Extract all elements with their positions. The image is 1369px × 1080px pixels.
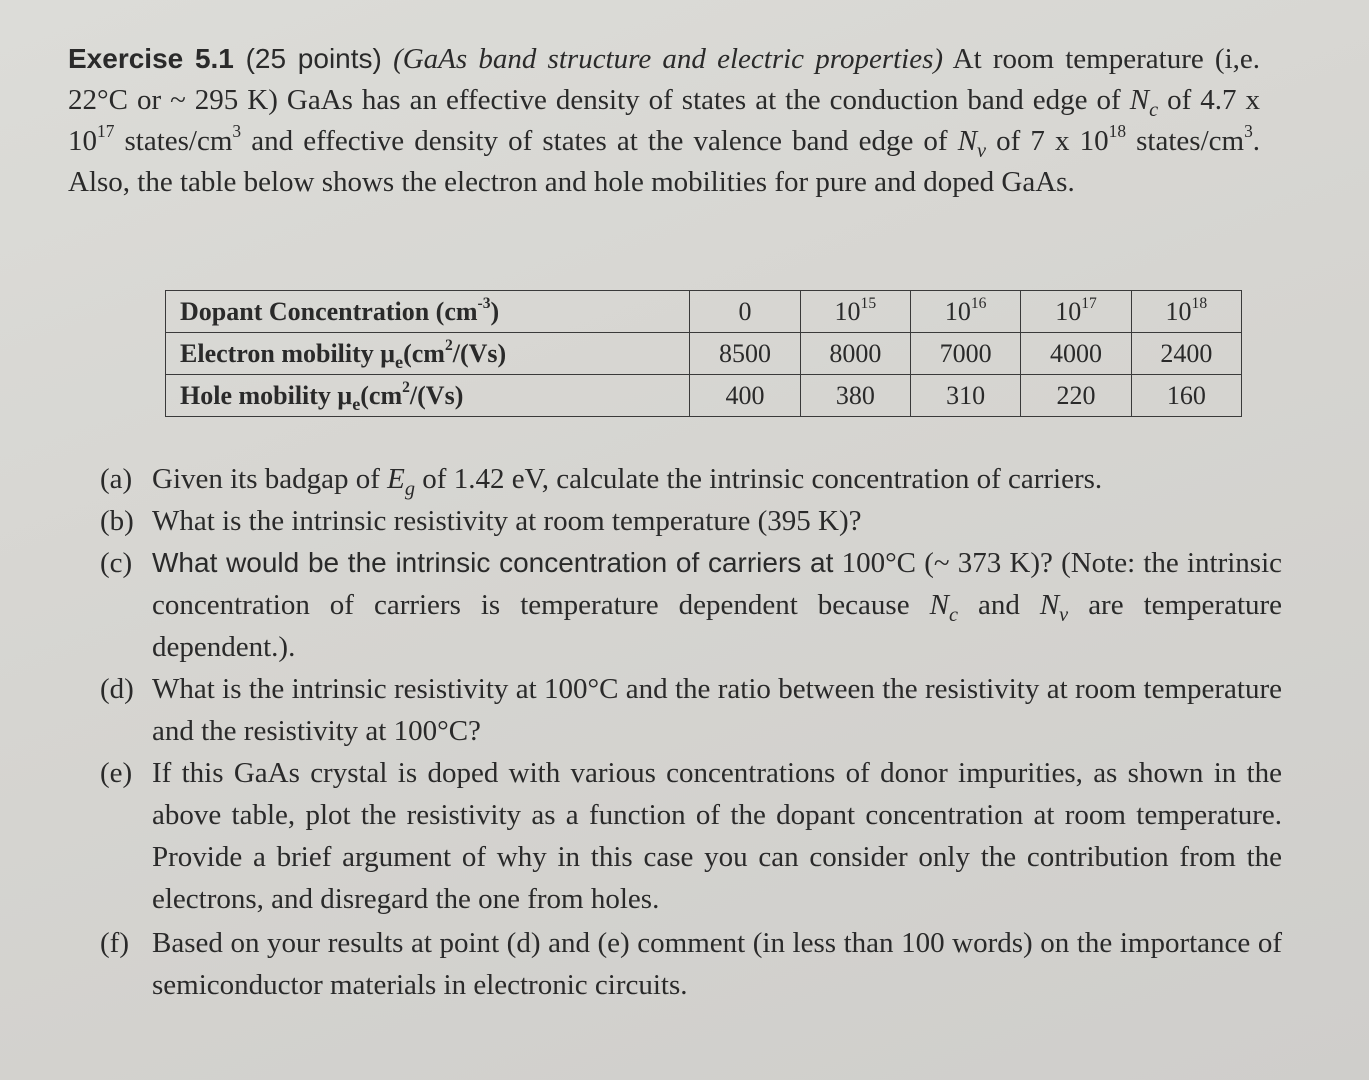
electron-mobility-cell: 4000 [1021, 333, 1131, 375]
table-row-electron [166, 333, 1242, 375]
intro-text-6: states/cm [1136, 125, 1245, 157]
electron-mobility-cell: 7000 [911, 333, 1021, 375]
nv-exponent: 18 [1108, 120, 1127, 141]
intro-text-1: At room temperature (i,e. 22°C or ~ 295 K) GaAs has an effective density of states at the conduction band edge of [68, 43, 1261, 116]
concentration-cell: $10^{15}$ [800, 291, 910, 333]
question-text: What is the intrinsic resistivity at room temperature (395 K)? [152, 505, 862, 537]
concentration-cell: $10^{18}$ [1131, 291, 1241, 333]
concentration-header: Dopant Concentration $(cm^{-3})$ [166, 291, 690, 333]
question-text: What is the intrinsic resistivity at 100°C and the ratio between the resistivity at room temperature and the resistivity at 100°C? [152, 673, 1282, 747]
electron-mobility-cell: 8500 [690, 333, 800, 375]
exercise-label: Exercise 5.1 [68, 43, 234, 74]
question-b [100, 500, 1282, 542]
electron-mobility-cell: 8000 [800, 333, 910, 375]
question-e [100, 752, 1282, 920]
hole-mobility-header: Hole mobility $\mu_e(cm^2/(Vs)$ [166, 375, 690, 417]
concentration-cell: $10^{17}$ [1021, 291, 1131, 333]
hole-mobility-cell: 310 [911, 375, 1021, 417]
question-a [100, 458, 1282, 500]
question-list [100, 458, 1282, 1006]
electron-mobility-header: Electron mobility $\mu_e(cm^2/(Vs)$ [166, 333, 690, 375]
hole-mobility-cell: 160 [1131, 375, 1241, 417]
question-text: What would be the intrinsic concentration of carriers at 100°C (~ 373 K)? (Note: the intrinsic concentration of carriers is temperature dependent because $N_c$ and $N_v$ are temperature dependent.). [152, 547, 1283, 663]
question-label: (e) [100, 757, 133, 789]
intro-text-5: of 7 x 10 [996, 125, 1109, 157]
cm-exponent-2: 3 [1244, 120, 1253, 141]
exercise-topic: (GaAs band structure and electric properties) [393, 43, 944, 75]
intro-text-7: . Also, the table below shows the electron and hole mobilities for pure and doped GaAs. [68, 125, 1261, 198]
question-text: If this GaAs crystal is doped with various concentrations of donor impurities, as shown in the above table, plot the resistivity as a function of the dopant concentration at room temperature. Provide a brief argument of why in this case you can consider only the contribution from the electrons, and disregard the one from holes. [152, 757, 1282, 915]
exercise-points: (25 points) [245, 43, 382, 74]
nc-exponent: 17 [97, 120, 115, 141]
hole-mobility-cell: 220 [1021, 375, 1131, 417]
question-label: (b) [100, 505, 134, 537]
question-label: (f) [100, 927, 129, 959]
question-d [100, 668, 1282, 752]
question-text: Based on your results at point (d) and (e) comment (in less than 100 words) on the importance of semiconductor materials in electronic circuits. [152, 927, 1282, 1001]
concentration-cell: $10^{16}$ [911, 291, 1021, 333]
mobility-table [165, 290, 1242, 417]
table-row-concentration [166, 291, 1242, 333]
hole-mobility-cell: 400 [690, 375, 800, 417]
question-f [100, 922, 1282, 1006]
question-label: (d) [100, 673, 134, 705]
concentration-cell: 0 [690, 291, 800, 333]
nc-symbol: $N_c$ [1129, 84, 1159, 121]
hole-mobility-cell: 380 [800, 375, 910, 417]
question-c [100, 542, 1282, 668]
exercise-intro [68, 38, 1260, 203]
question-label: (c) [100, 547, 133, 579]
question-label: (a) [100, 463, 133, 495]
cm-exponent-1: 3 [232, 120, 242, 141]
table-row-hole [166, 375, 1242, 417]
electron-mobility-cell: 2400 [1131, 333, 1241, 375]
intro-text-3: states/cm [124, 125, 233, 157]
intro-text-4: and effective density of states at the valence band edge of [251, 125, 948, 157]
exercise-heading [68, 43, 382, 74]
nv-symbol: $N_v$ [957, 125, 987, 162]
question-text: Given its badgap of $E_g$ of 1.42 eV, calculate the intrinsic concentration of carriers. [152, 463, 1103, 500]
intro-text-2: of 4.7 x 10 [68, 84, 1261, 157]
